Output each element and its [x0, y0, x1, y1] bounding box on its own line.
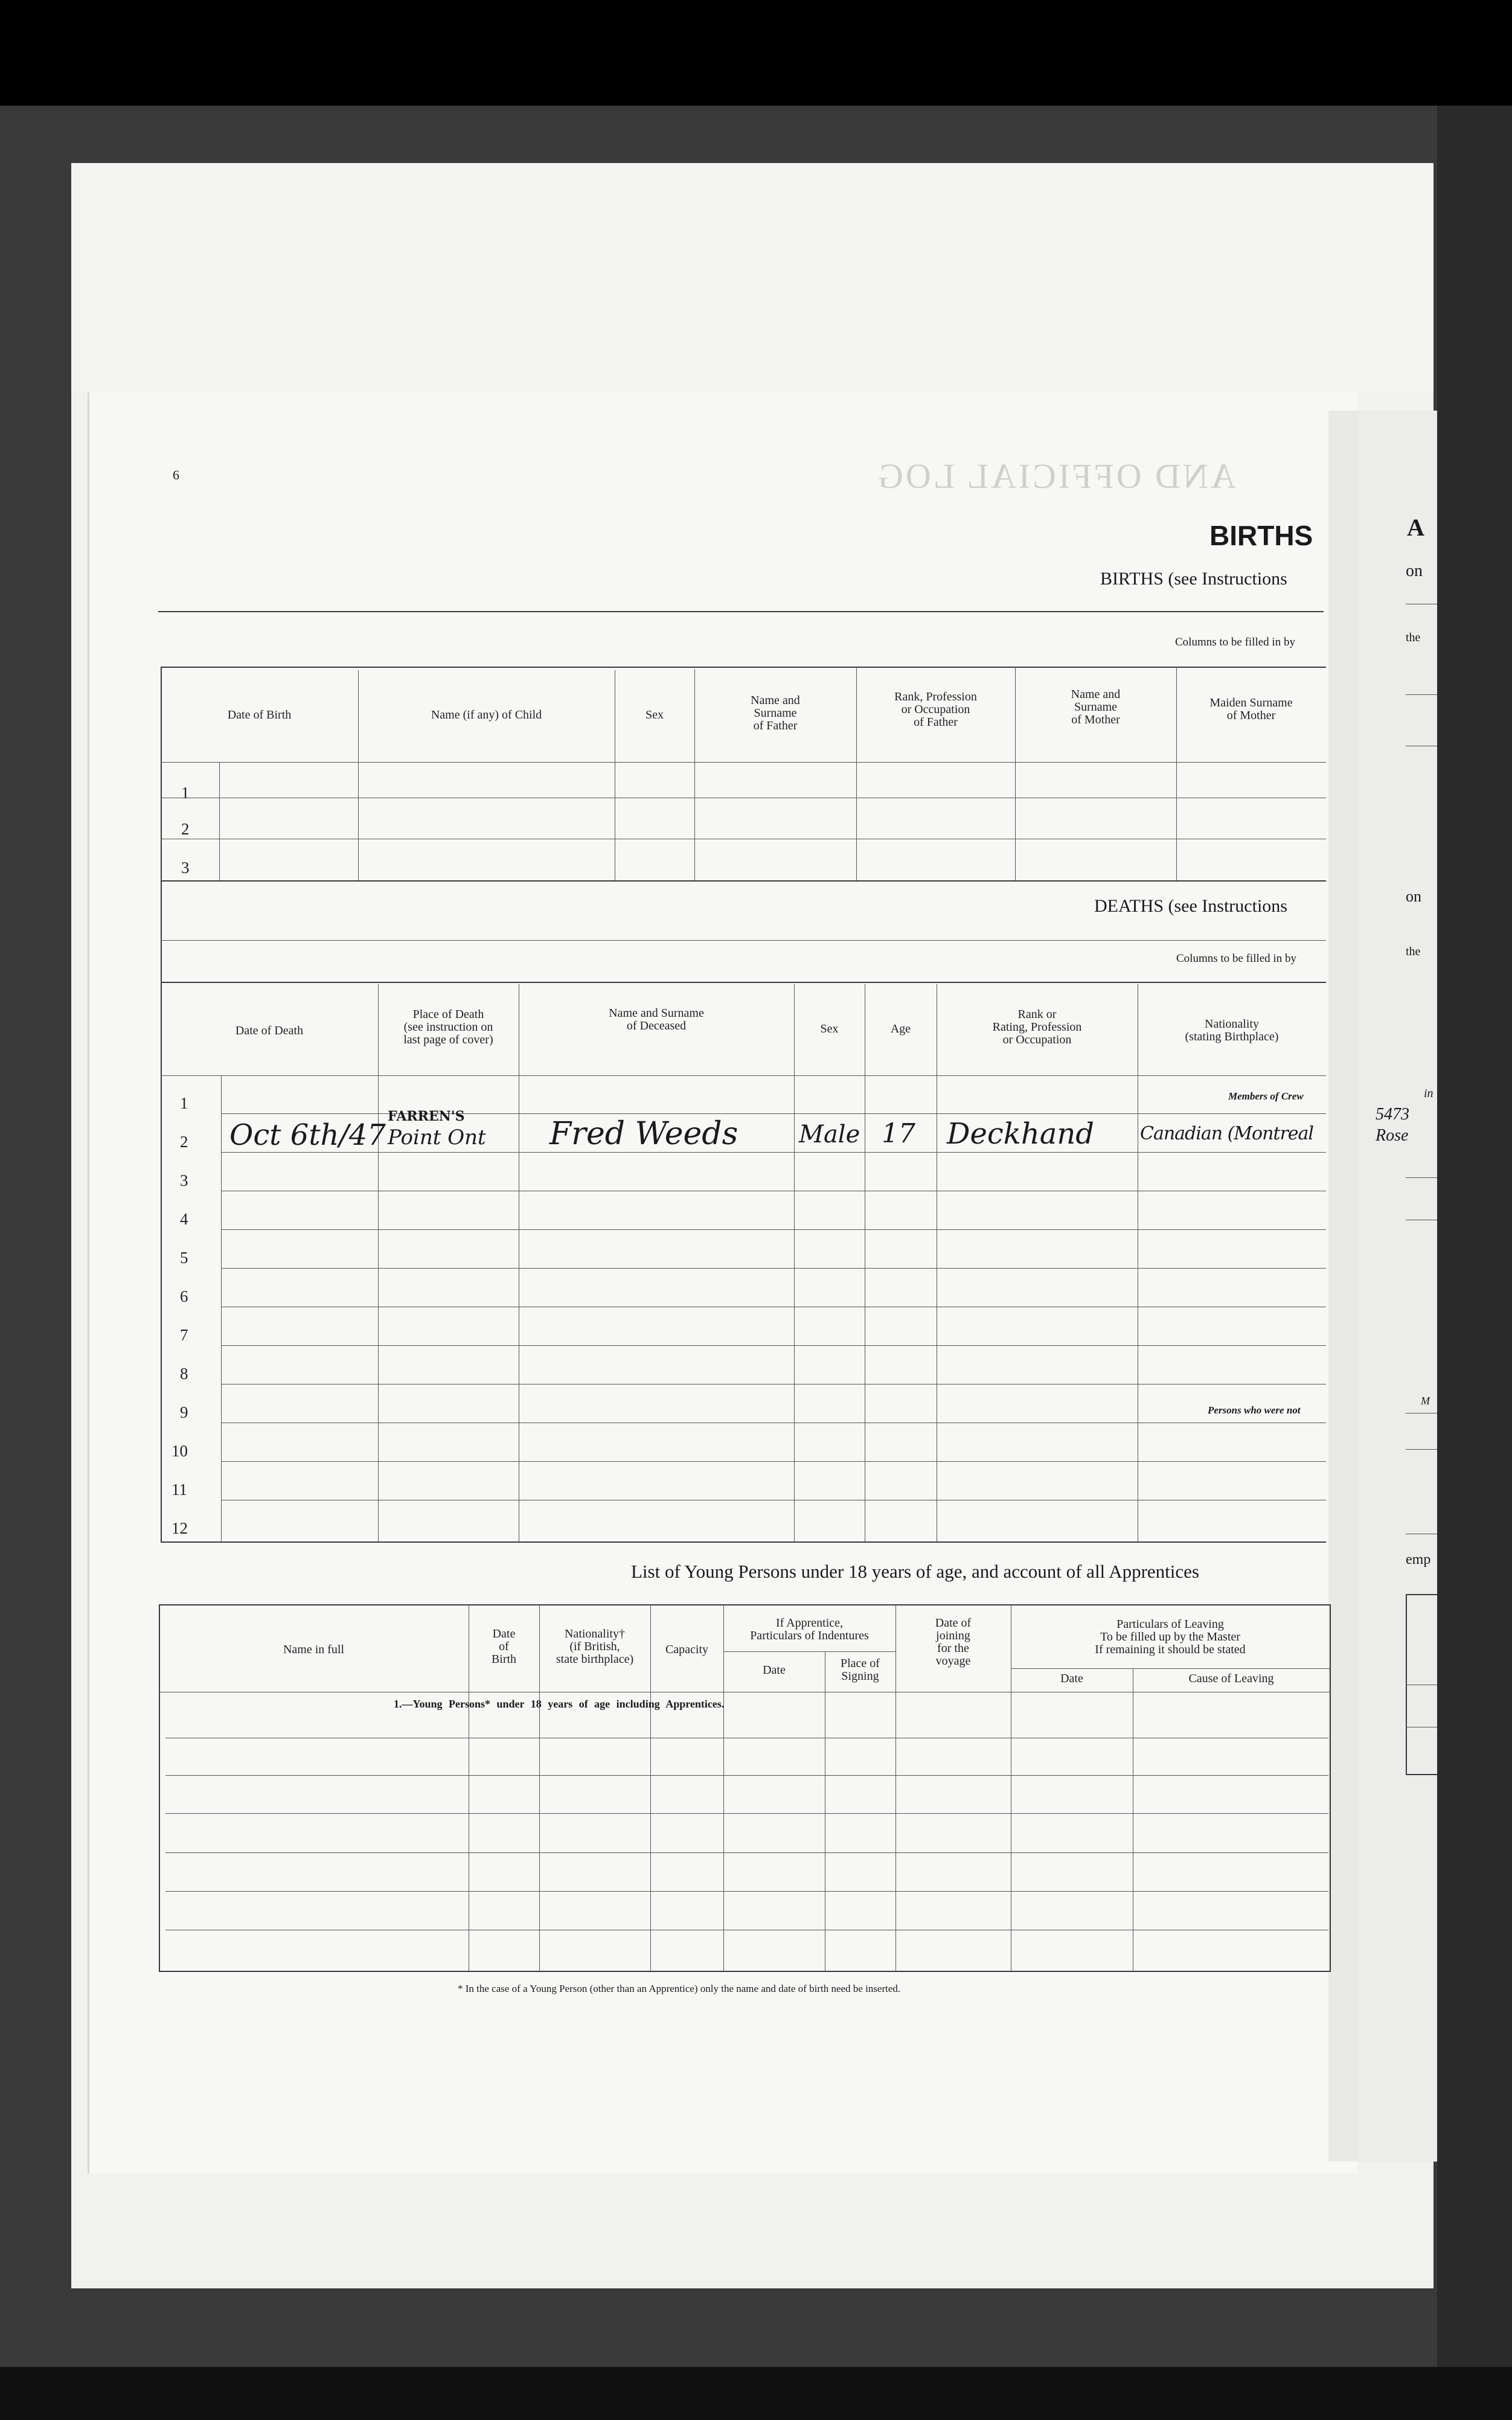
- young-persons-title: List of Young Persons under 18 years of age, and account of all Apprentices: [631, 1561, 1199, 1582]
- deaths-header-place: Place of Death (see instruction on last page of cover): [403, 1008, 493, 1046]
- death-entry-name: Fred Weeds: [549, 1116, 738, 1152]
- deaths-header-nationality: Nationality (stating Birthplace): [1185, 1017, 1279, 1043]
- young-persons-footnote: * In the case of a Young Person (other than an Apprentice) only the name and date of birth need be inserted.: [458, 1983, 901, 1994]
- form-sheet: [88, 392, 1357, 2174]
- young-header-capacity: Capacity: [665, 1643, 709, 1656]
- deaths-row-number: 1: [180, 1094, 188, 1112]
- death-entry-occupation: Deckhand: [947, 1117, 1095, 1151]
- births-header-father-name: Name and Surname of Father: [751, 694, 800, 732]
- births-columns-note: Columns to be filled in by: [1175, 636, 1295, 648]
- right-page-in: in: [1424, 1087, 1434, 1100]
- young-header-dob: Date of Birth: [491, 1627, 517, 1666]
- deaths-row-number: 3: [180, 1171, 188, 1189]
- deaths-header-deceased-name: Name and Surname of Deceased: [609, 1007, 704, 1032]
- deaths-subtitle: DEATHS (see Instructions: [1094, 896, 1287, 916]
- births-row-number: 1: [181, 784, 190, 802]
- young-section-label: 1.—Young Persons* under 18 years of age including Apprentices.: [394, 1698, 725, 1710]
- deaths-columns-note: Columns to be filled in by: [1176, 952, 1296, 965]
- young-header-leave-date: Date: [1060, 1672, 1083, 1685]
- right-page-letter: A: [1407, 514, 1424, 541]
- death-entry-date: Oct 6th/47: [229, 1118, 386, 1152]
- right-page-m: M: [1421, 1395, 1430, 1407]
- deaths-row-number: 12: [171, 1519, 188, 1537]
- births-title: BIRTHS: [1209, 520, 1313, 551]
- deaths-row-number: 4: [180, 1210, 188, 1228]
- deaths-members-note: Members of Crew: [1228, 1090, 1304, 1102]
- young-header-indenture-date: Date: [763, 1663, 786, 1677]
- scan-background-right: [1437, 106, 1512, 2388]
- deaths-header-sex: Sex: [820, 1022, 839, 1036]
- right-page-rose: Rose: [1376, 1126, 1409, 1145]
- deaths-header-date: Date of Death: [235, 1024, 304, 1037]
- form-sheet-edge: [1328, 411, 1359, 2162]
- young-header-joining: Date of joining for the voyage: [935, 1616, 972, 1668]
- births-subtitle: BIRTHS (see Instructions: [1100, 569, 1287, 589]
- page-number: 6: [173, 467, 179, 482]
- deaths-row-number: 8: [180, 1365, 188, 1383]
- deaths-row-number: 6: [180, 1287, 188, 1305]
- death-entry-sex: Male: [799, 1121, 860, 1148]
- right-page-number: 5473: [1376, 1105, 1409, 1124]
- right-page-the-1: the: [1406, 631, 1421, 644]
- deaths-row-number: 9: [180, 1403, 188, 1421]
- births-header-child-name: Name (if any) of Child: [431, 708, 542, 722]
- death-entry-place-line1: FARREN'S: [388, 1109, 465, 1124]
- deaths-row-number: 11: [171, 1480, 187, 1499]
- deaths-row-number: 7: [180, 1326, 188, 1344]
- births-header-mother-maiden: Maiden Surname of Mother: [1209, 696, 1293, 722]
- births-header-mother-name: Name and Surname of Mother: [1071, 688, 1121, 726]
- young-header-leave-cause: Cause of Leaving: [1188, 1672, 1274, 1685]
- death-entry-nationality: Canadian (Montreal: [1140, 1123, 1314, 1144]
- young-header-place-signing: Place of Signing: [841, 1657, 880, 1683]
- young-header-leaving: Particulars of Leaving To be filled up by the Master If remaining it should be stated: [1095, 1618, 1246, 1656]
- births-header-sex: Sex: [645, 708, 664, 722]
- deaths-row-number: 5: [180, 1249, 188, 1267]
- births-header-date: Date of Birth: [227, 708, 292, 722]
- right-page-emp: emp: [1406, 1552, 1431, 1567]
- page-top-margin: [71, 163, 1434, 392]
- right-facing-page: [1357, 411, 1437, 2162]
- young-header-nationality: Nationality† (if British, state birthplace): [556, 1627, 634, 1666]
- births-row-number: 2: [181, 820, 190, 838]
- scan-bottom-band: [0, 2367, 1512, 2420]
- deaths-row-number: 10: [171, 1442, 188, 1460]
- deaths-persons-note: Persons who were not: [1208, 1404, 1301, 1416]
- right-page-on-1: on: [1406, 562, 1423, 580]
- young-header-name: Name in full: [283, 1643, 345, 1656]
- deaths-header-occupation: Rank or Rating, Profession or Occupation: [992, 1008, 1082, 1046]
- deaths-header-age: Age: [890, 1022, 911, 1036]
- births-header-father-occupation: Rank, Profession or Occupation of Father: [894, 690, 977, 729]
- young-header-apprentice: If Apprentice, Particulars of Indentures: [750, 1616, 869, 1642]
- bleed-through-text: AND OFFICIAL LOG: [876, 456, 1236, 496]
- death-entry-age: 17: [882, 1118, 915, 1149]
- right-page-on-2: on: [1406, 888, 1421, 905]
- scan-top-band: [0, 0, 1512, 106]
- death-entry-place-line2: Point Ont: [388, 1125, 486, 1150]
- right-page-the-2: the: [1406, 945, 1421, 958]
- births-row-number: 3: [181, 859, 190, 877]
- deaths-row-number: 2: [180, 1133, 188, 1151]
